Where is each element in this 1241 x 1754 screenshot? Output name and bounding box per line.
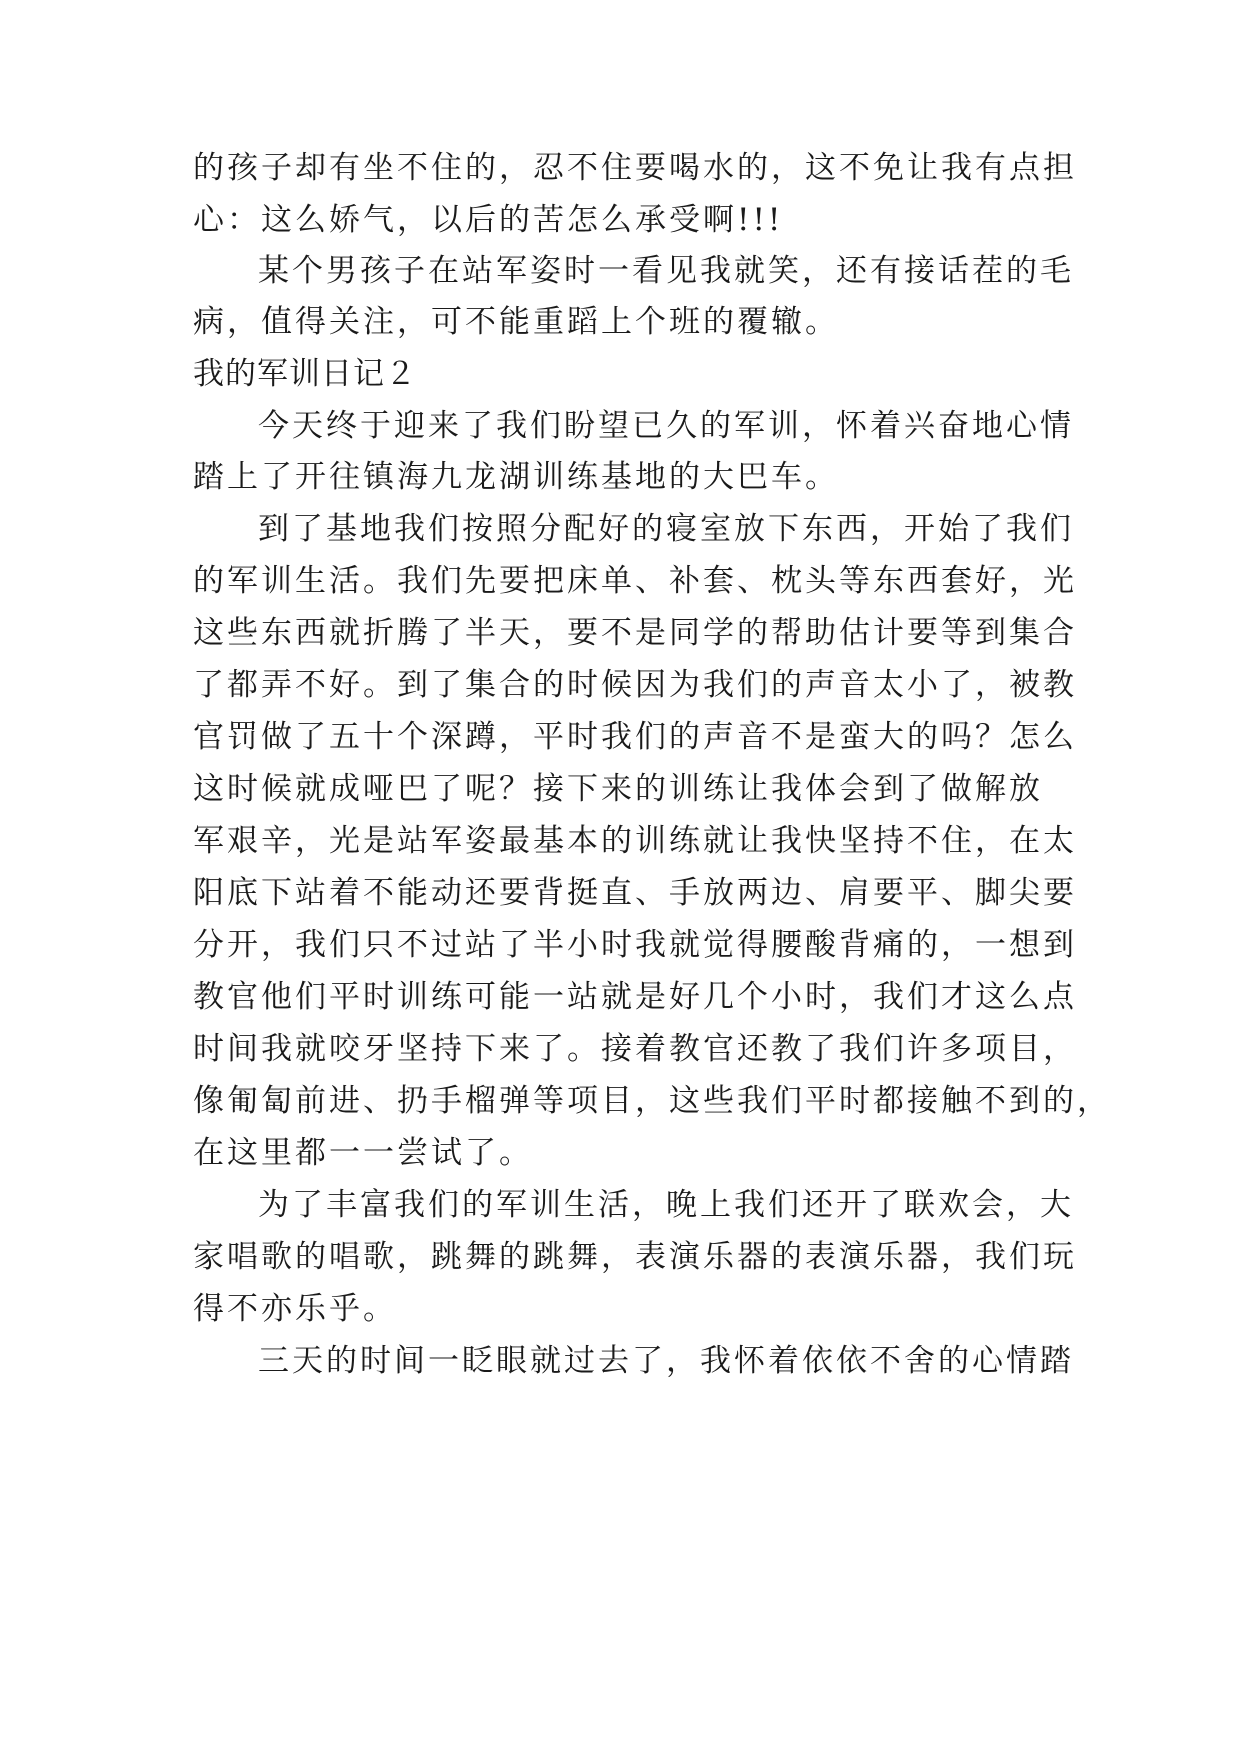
- paragraph-first-line: 为了丰富我们的军训生活，晚上我们还开了联欢会，大: [258, 1187, 1074, 1223]
- paragraph-first-line: 今天终于迎来了我们盼望已久的军训，怀着兴奋地心情: [258, 408, 1074, 444]
- text-line: 的军训生活。我们先要把床单、补套、枕头等东西套好，光: [193, 563, 1077, 599]
- section-heading: 我的军训日记２: [193, 356, 417, 392]
- text-line: 像匍匐前进、扔手榴弹等项目，这些我们平时都接触不到的，: [193, 1083, 1111, 1119]
- text-line: 分开，我们只不过站了半小时我就觉得腰酸背痛的，一想到: [193, 927, 1077, 963]
- text-line: 时间我就咬牙坚持下来了。接着教官还教了我们许多项目，: [193, 1031, 1077, 1067]
- text-line: 教官他们平时训练可能一站就是好几个小时，我们才这么点: [193, 979, 1077, 1015]
- text-line: 这时候就成哑巴了呢？接下来的训练让我体会到了做解放: [193, 771, 1043, 807]
- text-line: 了都弄不好。到了集合的时候因为我们的声音太小了，被教: [193, 667, 1077, 703]
- text-line: 踏上了开往镇海九龙湖训练基地的大巴车。: [193, 459, 839, 495]
- text-line: 家唱歌的唱歌，跳舞的跳舞，表演乐器的表演乐器，我们玩: [193, 1239, 1077, 1275]
- text-line: 心：这么娇气，以后的苦怎么承受啊!!!: [193, 202, 784, 238]
- text-line: 这些东西就折腾了半天，要不是同学的帮助估计要等到集合: [193, 615, 1077, 651]
- text-line: 阳底下站着不能动还要背挺直、手放两边、肩要平、脚尖要: [193, 875, 1077, 911]
- text-line: 在这里都一一尝试了。: [193, 1135, 533, 1171]
- text-line: 病，值得关注，可不能重蹈上个班的覆辙。: [193, 304, 839, 340]
- text-line: 军艰辛，光是站军姿最基本的训练就让我快坚持不住，在太: [193, 823, 1077, 859]
- text-line: 官罚做了五十个深蹲，平时我们的声音不是蛮大的吗？怎么: [193, 719, 1077, 755]
- paragraph-first-line: 某个男孩子在站军姿时一看见我就笑，还有接话茬的毛: [258, 253, 1074, 289]
- text-line: 得不亦乐乎。: [193, 1291, 397, 1327]
- paragraph-first-line: 三天的时间一眨眼就过去了，我怀着依依不舍的心情踏: [258, 1343, 1074, 1379]
- paragraph-first-line: 到了基地我们按照分配好的寝室放下东西，开始了我们: [258, 511, 1074, 547]
- text-line: 的孩子却有坐不住的，忍不住要喝水的，这不免让我有点担: [193, 150, 1077, 186]
